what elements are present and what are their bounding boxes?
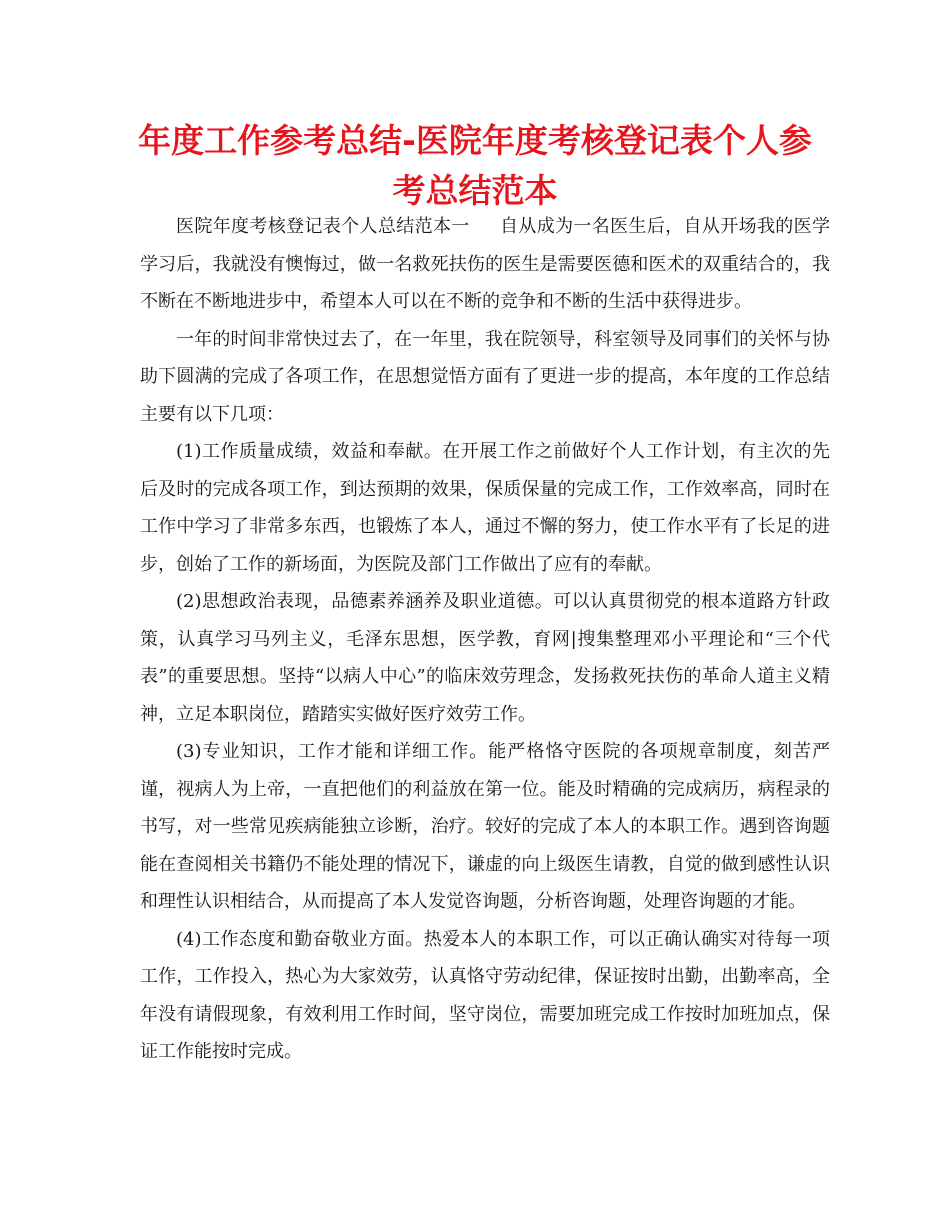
paragraph-5: (3)专业知识，工作才能和详细工作。能严格恪守医院的各项规章制度，刻苦严谨，视病人为上帝，一直把他们的利益放在第一位。能及时精确的完成病历，病程录的书写，对一些常见疾病能独立诊断，治疗。较好的完成了本人的本职工作。遇到咨询题能在查阅相关书籍仍不能处理的情况下，谦虚的向上级医生请教，自觉的做到感性认识和理性认识相结合，从而提高了本人发觉咨询题，分析咨询题，处理咨询题的才能。 xyxy=(140,741,830,912)
paragraph-1 xyxy=(140,208,830,321)
intro-heading: 医院年度考核登记表个人总结范本一 xyxy=(176,216,470,237)
paragraph-6: (4)工作态度和勤奋敬业方面。热爱本人的本职工作，可以正确认确实对待每一项工作，工作投入，热心为大家效劳，认真恪守劳动纪律，保证按时出勤，出勤率高，全年没有请假现象，有效利用工作时间，坚守岗位，需要加班完成工作按时加班加点，保证工作能按时完成。 xyxy=(140,928,830,1062)
paragraph-3: (1)工作质量成绩，效益和奉献。在开展工作之前做好个人工作计划，有主次的先后及时的完成各项工作，到达预期的效果，保质保量的完成工作，工作效率高，同时在工作中学习了非常多东西，也锻炼了本人，通过不懈的努力，使工作水平有了长足的进步，创始了工作的新场面，为医院及部门工作做出了应有的奉献。 xyxy=(140,441,830,575)
paragraph-2: 一年的时间非常快过去了，在一年里，我在院领导，科室领导及同事们的关怀与协助下圆满的完成了各项工作，在思想觉悟方面有了更进一步的提高，本年度的工作总结主要有以下几项： xyxy=(140,328,830,425)
paragraph-1-text: 自从成为一名医生后，自从开场我的医学学习后，我就没有懊悔过，做一名救死扶伤的医生是需要医德和医术的双重结合的，我不断在不断地进步中，希望本人可以在不断的竞争和不断的生活中获得进步。 xyxy=(140,216,831,312)
paragraph-4: (2)思想政治表现，品德素养涵养及职业道德。可以认真贯彻党的根本道路方针政策，认真学习马列主义，毛泽东思想，医学教，育网|搜集整理邓小平理论和“三个代表”的重要思想。坚持“以病人中心”的临床效劳理念，发扬救死扶伤的革命人道主义精神，立足本职岗位，踏踏实实做好医疗效劳工作。 xyxy=(140,591,830,725)
document-body xyxy=(140,208,830,1071)
document-title: 年度工作参考总结-医院年度考核登记表个人参考总结范本 xyxy=(138,121,812,210)
